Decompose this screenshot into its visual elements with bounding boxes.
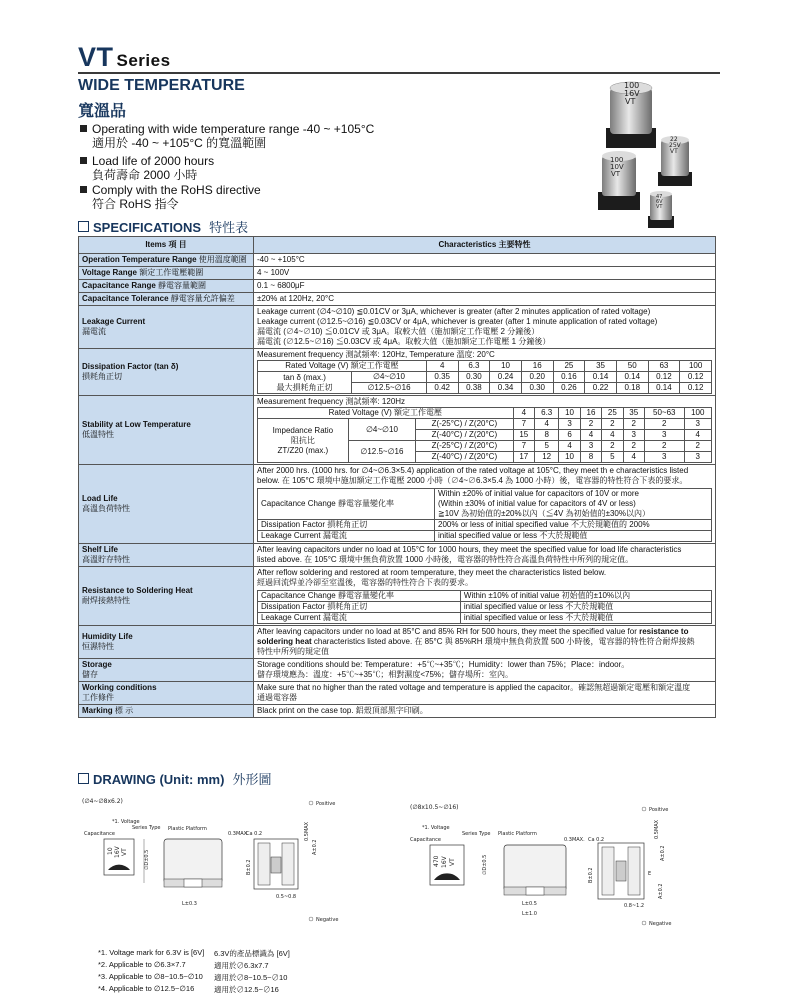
- value-cell: 17: [513, 452, 534, 463]
- value-cell: 3: [684, 452, 711, 463]
- left-capacitance-label: Capacitance: [84, 831, 115, 837]
- voltage-value: 4 ~ 100V: [254, 267, 716, 280]
- subtitle-zh: 寬溫品: [78, 103, 127, 120]
- right-b-label: B±0.2: [588, 867, 594, 883]
- voltage-cell: 63: [648, 361, 680, 372]
- shelf-line-2: listed above. 在 105°C 環境中無負荷放置 1000 小時後，電容器的特性符合高溫負荷特性中所列的規定值。: [257, 555, 634, 564]
- left-side-view: [164, 839, 222, 883]
- storage-label: Storage: [82, 660, 112, 669]
- diameter-cell: ∅4~∅10: [352, 372, 427, 383]
- humidity-bold-1: resistance to: [639, 627, 689, 636]
- value-cell: 8: [535, 430, 559, 441]
- specifications-title-zh: 特性表: [209, 220, 249, 235]
- value-cell: 3: [644, 430, 684, 441]
- spec-table: [78, 236, 716, 718]
- dimension-drawing: [78, 795, 718, 935]
- negative-icon: [309, 917, 313, 921]
- series-code: VT: [78, 42, 114, 72]
- value-cell: 4: [602, 430, 623, 441]
- voltage-cell: 10: [490, 361, 522, 372]
- value-cell: 0.26: [553, 383, 585, 394]
- voltage-cell: 25: [553, 361, 585, 372]
- left-range: (∅4~∅8x6.2): [82, 798, 123, 805]
- loadlife-value: [254, 465, 716, 544]
- cap2-l2: 25V: [669, 142, 681, 149]
- left-plastic-label: Plastic Platform: [168, 826, 207, 832]
- left-b-label: B±0.2: [246, 859, 252, 875]
- capacitor-image-4: [648, 191, 674, 228]
- impedance-label-2: ZT/Z20 (max.): [277, 445, 329, 455]
- right-cap-a: 470: [433, 855, 440, 867]
- right-cap-c: VT: [449, 858, 456, 866]
- capacitance-value: 0.1 ~ 6800μF: [254, 280, 716, 293]
- humidity-label-zh: 恒濕特性: [82, 642, 114, 651]
- lc-label: Leakage Current 漏電流: [258, 613, 461, 624]
- table-row: [79, 280, 716, 293]
- feature-3: [80, 183, 261, 211]
- specifications-heading: [78, 217, 248, 236]
- condition-cell: Z(-40°C) / Z(20°C): [416, 452, 514, 463]
- value-cell: 15: [513, 430, 534, 441]
- diameter-cell: ∅12.5~∅16: [348, 441, 415, 463]
- voltage-label-zh: 額定工作電壓範圍: [139, 268, 204, 277]
- voltage-cell: 6.3: [458, 361, 490, 372]
- table-row: [79, 254, 716, 267]
- value-cell: 2: [623, 441, 644, 452]
- dissipation-table: [257, 360, 712, 394]
- right-positive-label: Positive: [649, 807, 669, 813]
- lc-value: initial specified value or less 不大於規範值: [435, 531, 712, 542]
- cap-change-value: Within ±10% of initial value 初始值的±10%以內: [460, 591, 711, 602]
- voltage-cell: 25: [602, 408, 623, 419]
- tan-label-zh: 最大損耗角正切: [276, 382, 333, 392]
- voltage-cell: 4: [513, 408, 534, 419]
- storage-value: [254, 659, 716, 682]
- cap2-l1: 22: [670, 136, 678, 143]
- feature-2: [80, 154, 214, 182]
- op-temp-value: -40 ~ +105°C: [254, 254, 716, 267]
- table-row: [258, 531, 712, 542]
- humidity-line-1: After leaving capacitors under no load at 85°C and 85% RH for 500 hours, they meet the specified value for: [257, 627, 640, 636]
- condition-cell: Z(-25°C) / Z(20°C): [416, 441, 514, 452]
- table-row: [79, 349, 716, 396]
- voltage-cell: 6.3: [535, 408, 559, 419]
- table-row: [79, 544, 716, 567]
- right-a2-label: A±0.2: [658, 883, 664, 899]
- cap-change-label: Capacitance Change 靜電容量變化率: [258, 489, 435, 520]
- shelf-label-zh: 高溫貯存特性: [82, 555, 130, 564]
- table-row: [79, 705, 716, 718]
- leakage-value: [254, 306, 716, 349]
- specifications-title: SPECIFICATIONS: [93, 220, 202, 235]
- capacitor-image-2: [658, 136, 692, 186]
- value-cell: 3: [684, 419, 711, 430]
- value-cell: 4: [623, 452, 644, 463]
- table-row: [79, 267, 716, 280]
- value-cell: 4: [580, 430, 601, 441]
- series-word: Series: [116, 51, 171, 70]
- left-positive-label: Positive: [316, 801, 336, 807]
- left-w-label: 0.5~0.8: [276, 894, 297, 900]
- df-value: 200% or less of initial specified value 不大於規範值的 200%: [435, 520, 712, 531]
- value-cell: 12: [535, 452, 559, 463]
- value-cell: 0.12: [680, 383, 712, 394]
- note-1-zh: 6.3V的產品標識為 [6V]: [214, 949, 290, 958]
- value-cell: 7: [513, 419, 534, 430]
- op-temp-label: Operation Temperature Range: [82, 255, 197, 264]
- leakage-line-4: 漏電流 (∅12.5~∅16) ≦0.03CV 或 4μA。取較大值（施加額定工作電壓 1 分鐘後）: [257, 337, 551, 346]
- cap1-l1: 100: [624, 81, 640, 90]
- stability-freq: Measurement frequency 測試頻率: 120Hz: [257, 397, 406, 406]
- voltage-cell: 35: [623, 408, 644, 419]
- condition-cell: Z(-40°C) / Z(20°C): [416, 430, 514, 441]
- loadlife-line-1: After 2000 hrs. (1000 hrs. for ∅4~∅6.3×5.4) application of the rated voltage at 105°C, they meet th e characteristics listed: [257, 466, 689, 475]
- drawing-title: DRAWING (Unit: mm): [93, 772, 225, 787]
- voltage-cell: 4: [426, 361, 458, 372]
- feature-3-zh: 符合 RoHS 指令: [92, 197, 179, 211]
- storage-line-1: Storage conditions should be: Temperature：+5℃~+35℃；Humidity：lower than 75%；Place：indoor。: [257, 660, 630, 669]
- table-row: [79, 659, 716, 682]
- voltage-cell: 16: [521, 361, 553, 372]
- cap2-l3: VT: [670, 148, 678, 155]
- value-cell: 0.30: [458, 372, 490, 383]
- solder-label-zh: 耐焊接熱特性: [82, 596, 130, 605]
- voltage-cell: 10: [559, 408, 580, 419]
- voltage-cell: 100: [684, 408, 711, 419]
- value-cell: 0.14: [585, 372, 617, 383]
- cap-change-value: [435, 489, 712, 520]
- right-e-label: E: [648, 871, 652, 877]
- solder-value: [254, 567, 716, 626]
- left-cap-c: VT: [121, 848, 128, 856]
- table-row: [79, 396, 716, 465]
- value-cell: 2: [644, 419, 684, 430]
- tan-label-en: tan δ (max.): [283, 372, 326, 382]
- table-row: [258, 372, 712, 383]
- table-row: [79, 626, 716, 659]
- left-cap-a: 10: [107, 847, 114, 855]
- left-negative-label: Negative: [316, 917, 339, 923]
- right-l-label: L±0.5: [522, 901, 537, 907]
- table-row: [258, 520, 712, 531]
- small-case-drawing: [82, 798, 338, 923]
- feature-3-en: Comply with the RoHS directive: [92, 183, 261, 197]
- lc-label: Leakage Current 漏電流: [258, 531, 435, 542]
- subtitle-en: WIDE TEMPERATURE: [78, 77, 245, 94]
- value-cell: 2: [580, 419, 601, 430]
- table-row: [79, 465, 716, 544]
- dissipation-freq: Measurement frequency 測試頻率: 120Hz, Temperature 溫度: 20°C: [257, 350, 495, 359]
- voltage-cell: 50: [616, 361, 648, 372]
- working-label-zh: 工作條件: [82, 693, 114, 702]
- right-cap-b: 16V: [441, 856, 448, 868]
- lc-value: initial specified value or less 不大於規範值: [460, 613, 711, 624]
- value-cell: 0.24: [490, 372, 522, 383]
- value-cell: 2: [684, 441, 711, 452]
- cap-change-line-1: Within ±20% of initial value for capacitors of 10V or more: [438, 489, 639, 498]
- value-cell: 8: [580, 452, 601, 463]
- voltage-label: Voltage Range: [82, 268, 137, 277]
- feature-1-zh: 適用於 -40 ~ +105°C 的寬溫範圍: [92, 136, 267, 150]
- df-value: initial specified value or less 不大於規範值: [460, 602, 711, 613]
- cap4-l2: 6V: [656, 199, 663, 205]
- drawing-heading: [78, 769, 271, 788]
- table-row: [258, 602, 712, 613]
- value-cell: 6: [559, 430, 580, 441]
- series-title: [78, 42, 171, 73]
- value-cell: 2: [623, 419, 644, 430]
- table-row: [258, 489, 712, 520]
- df-label: Dissipation Factor 損耗角正切: [258, 520, 435, 531]
- humidity-bold-2: soldering heat: [257, 637, 312, 646]
- right-side-view: [504, 845, 566, 891]
- left-max05-label: 0.5MAX: [304, 821, 310, 841]
- note-2-zh: 適用於∅6.3x7.7: [214, 961, 269, 970]
- value-cell: 7: [513, 441, 534, 452]
- product-photo: [588, 76, 720, 236]
- voltage-cell: 16: [580, 408, 601, 419]
- left-voltage-label: *1. Voltage: [112, 819, 140, 825]
- solder-label: Resistance to Soldering Heat: [82, 586, 193, 595]
- value-cell: 3: [623, 430, 644, 441]
- right-d-label: ∅D±0.5: [482, 854, 488, 875]
- diameter-cell: ∅12.5~∅16: [352, 383, 427, 394]
- impedance-label: [258, 419, 349, 463]
- value-cell: 4: [684, 430, 711, 441]
- value-cell: 0.38: [458, 383, 490, 394]
- bullet-icon: [80, 125, 87, 132]
- working-value: [254, 682, 716, 705]
- rv-label: Rated Voltage (V) 額定工作電壓: [258, 361, 427, 372]
- right-ca-label: Ca 0.2: [588, 837, 605, 843]
- table-row: [258, 408, 712, 419]
- humidity-label: Humidity Life: [82, 632, 133, 641]
- note-1-en: *1. Voltage mark for 6.3V is [6V]: [98, 948, 205, 957]
- stability-label-zh: 低溫特性: [82, 430, 114, 439]
- checkbox-square-icon: [78, 773, 89, 784]
- cap4-l3: VT: [656, 204, 663, 210]
- table-row: [258, 613, 712, 624]
- solder-line-2: 經過回流焊並冷卻至室溫後，電容器的特性符合下表的要求。: [257, 578, 473, 587]
- rv-label: Rated Voltage (V) 額定工作電壓: [258, 408, 514, 419]
- cap3-l1: 100: [610, 156, 624, 164]
- value-cell: 0.14: [648, 383, 680, 394]
- value-cell: 5: [535, 441, 559, 452]
- table-row: [79, 293, 716, 306]
- right-w-label: 0.8~1.2: [624, 903, 645, 909]
- value-cell: 0.18: [616, 383, 648, 394]
- value-cell: 3: [580, 441, 601, 452]
- stability-value: [254, 396, 716, 465]
- feature-1-en: Operating with wide temperature range -40 ~ +105°C: [92, 122, 375, 136]
- leakage-line-3: 漏電流 (∅4~∅10) ≦0.01CV 或 3μA。取較大值（施加額定工作電壓 2 分鐘後）: [257, 327, 540, 336]
- solder-table: [257, 590, 712, 624]
- right-plastic-label: Plastic Platform: [498, 831, 537, 837]
- table-row: [79, 306, 716, 349]
- loadlife-label-zh: 高溫負荷特性: [82, 504, 130, 513]
- stability-label: Stability at Low Temperature: [82, 420, 191, 429]
- value-cell: 5: [602, 452, 623, 463]
- left-cap-b: 16V: [114, 846, 121, 858]
- cap-change-label: Capacitance Change 靜電容量變化率: [258, 591, 461, 602]
- cap1-l2: 16V: [624, 89, 640, 98]
- value-cell: 4: [559, 441, 580, 452]
- storage-line-2: 儲存環境應為：溫度：+5℃~+35℃；相對濕度<75%；儲存場所：室內。: [257, 670, 514, 679]
- value-cell: 10: [559, 452, 580, 463]
- cap4-l1: 47: [656, 194, 663, 200]
- right-a-label: A±0.2: [660, 845, 666, 861]
- tolerance-value: ±20% at 120Hz, 20°C: [254, 293, 716, 306]
- marking-value: Black print on the case top. 鋁殼頂部黑字印刷。: [254, 705, 716, 718]
- marking-label: Marking: [82, 706, 113, 715]
- leakage-line-2: Leakage current (∅12.5~∅16) ≦0.03CV or 4μA, whichever is greater (after 1 minute application of rated voltage): [257, 317, 658, 326]
- working-line-2: 通過電容器: [257, 693, 297, 702]
- value-cell: 0.35: [426, 372, 458, 383]
- op-temp-label-zh: 使用溫度範圍: [198, 255, 247, 264]
- condition-cell: Z(-25°C) / Z(20°C): [416, 419, 514, 430]
- impedance-label-zh: 阻抗比: [290, 435, 315, 445]
- voltage-cell: 35: [585, 361, 617, 372]
- right-capacitance-label: Capacitance: [410, 837, 441, 843]
- title-rule: [78, 72, 720, 74]
- note-3-en: *3. Applicable to ∅8~10.5~∅10: [98, 972, 203, 981]
- loadlife-table: [257, 488, 712, 542]
- dissipation-label: Dissipation Factor (tan δ): [82, 362, 179, 371]
- capacitance-label-zh: 靜電容量範圍: [158, 281, 207, 290]
- characteristics-header: Characteristics 主要特性: [254, 237, 716, 254]
- cap3-l2: 10V: [610, 163, 624, 171]
- note-4-en: *4. Applicable to ∅12.5~∅16: [98, 984, 195, 993]
- items-header: Items 項 目: [79, 237, 254, 254]
- voltage-cell: 50~63: [644, 408, 684, 419]
- solder-line-1: After reflow soldering and restored at room temperature, they meet the characteristics listed below.: [257, 568, 607, 577]
- value-cell: 2: [644, 441, 684, 452]
- leakage-label: Leakage Current: [82, 317, 146, 326]
- diameter-cell: ∅4~∅10: [348, 419, 415, 441]
- value-cell: 0.42: [426, 383, 458, 394]
- note-3-zh: 適用於∅8~10.5~∅10: [214, 973, 288, 982]
- value-cell: 4: [535, 419, 559, 430]
- right-max05-label: 0.5MAX: [654, 819, 660, 839]
- value-cell: 2: [602, 441, 623, 452]
- positive-icon: [309, 801, 313, 805]
- df-label: Dissipation Factor 損耗角正切: [258, 602, 461, 613]
- right-negative-label: Negative: [649, 921, 672, 927]
- value-cell: 3: [559, 419, 580, 430]
- humidity-value: [254, 626, 716, 659]
- cap1-l3: VT: [625, 97, 636, 106]
- value-cell: 0.22: [585, 383, 617, 394]
- impedance-label-en: Impedance Ratio: [272, 425, 334, 435]
- note-2-en: *2. Applicable to ∅6.3×7.7: [98, 960, 186, 969]
- value-cell: 2: [602, 419, 623, 430]
- checkbox-square-icon: [78, 221, 89, 232]
- feature-2-en: Load life of 2000 hours: [92, 154, 215, 168]
- working-line-1: Make sure that no higher than the rated voltage and temperature is applied the capacitor。確認無超過額定電壓和額定溫度: [257, 683, 691, 692]
- marking-label-zh: 標 示: [114, 706, 134, 715]
- feature-1: [80, 122, 374, 150]
- feature-2-zh: 負荷壽命 2000 小時: [92, 168, 198, 182]
- right-series-type-label: Series Type: [462, 831, 491, 837]
- cap-change-line-3: ≧10V 為初始值的±20%以內（≦4V 為初始值的±30%以內）: [438, 509, 650, 518]
- table-row: [258, 361, 712, 372]
- left-a-label: A±0.2: [312, 839, 318, 855]
- shelf-line-1: After leaving capacitors under no load at 105°C for 1000 hours, they meet the specified value for load life characteristics: [257, 545, 682, 554]
- storage-label-zh: 儲存: [82, 670, 98, 679]
- table-row: [79, 567, 716, 626]
- humidity-line-3: 特性中所列的規定值: [257, 647, 329, 656]
- value-cell: 0.34: [490, 383, 522, 394]
- note-4-zh: 適用於∅12.5~∅16: [214, 985, 279, 994]
- tolerance-label-zh: 靜電容量允許偏差: [170, 294, 235, 303]
- leakage-line-1: Leakage current (∅4~∅10) ≦0.01CV or 3μA, whichever is greater (after 2 minutes application of rated voltage): [257, 307, 651, 316]
- right-range: (∅8x10.5~∅16): [410, 804, 459, 811]
- value-cell: 0.16: [553, 372, 585, 383]
- capacitance-label: Capacitance Range: [82, 281, 156, 290]
- left-series-type-label: Series Type: [132, 825, 161, 831]
- drawing-title-zh: 外形圖: [232, 772, 272, 787]
- shelf-value: [254, 544, 716, 567]
- left-d-label: ∅D±0.5: [144, 849, 150, 870]
- shelf-label: Shelf Life: [82, 545, 119, 554]
- loadlife-label: Load Life: [82, 494, 118, 503]
- capacitor-image-3: [598, 151, 640, 210]
- bullet-icon: [80, 157, 87, 164]
- voltage-cell: 100: [680, 361, 712, 372]
- capacitor-image-1: [606, 81, 656, 148]
- working-label: Working conditions: [82, 683, 157, 692]
- cap3-l3: VT: [611, 170, 621, 178]
- stability-table: [257, 407, 712, 463]
- loadlife-line-2: below. 在 105°C 環境中施加額定工作電壓 2000 小時（∅4~∅6.3×5.4 為 1000 小時）後，電容器的特性符合下表的要求。: [257, 476, 688, 485]
- right-voltage-label: *1. Voltage: [422, 825, 450, 831]
- tolerance-label: Capacitance Tolerance: [82, 294, 169, 303]
- negative-icon: [642, 921, 646, 925]
- large-case-drawing: [410, 804, 671, 927]
- humidity-line-2: characteristics listed above. 在 85°C 與 85%RH 環境中無負荷放置 500 小時後，電容器的特性符合耐焊接熱: [311, 637, 695, 646]
- left-max03-label: 0.3MAX.: [228, 831, 249, 837]
- value-cell: 3: [644, 452, 684, 463]
- right-max03-label: 0.3MAX.: [564, 837, 585, 843]
- value-cell: 0.20: [521, 372, 553, 383]
- value-cell: 0.30: [521, 383, 553, 394]
- cap-change-line-2: (Within ±30% of initial value for capacitors of 4V or less): [438, 499, 636, 508]
- dissipation-label-zh: 損耗角正切: [82, 372, 122, 381]
- table-row: [258, 419, 712, 430]
- table-row: [79, 682, 716, 705]
- dissipation-value: [254, 349, 716, 396]
- value-cell: 0.12: [648, 372, 680, 383]
- right-l10-label: L±1.0: [522, 911, 537, 917]
- positive-icon: [642, 807, 646, 811]
- leakage-label-zh: 漏電流: [82, 327, 106, 336]
- table-row: [258, 591, 712, 602]
- value-cell: 0.12: [680, 372, 712, 383]
- left-ca-label: Ca 0.2: [246, 831, 263, 837]
- value-cell: 0.14: [616, 372, 648, 383]
- left-l-label: L±0.3: [182, 901, 197, 907]
- tan-label: [258, 372, 352, 394]
- bullet-icon: [80, 186, 87, 193]
